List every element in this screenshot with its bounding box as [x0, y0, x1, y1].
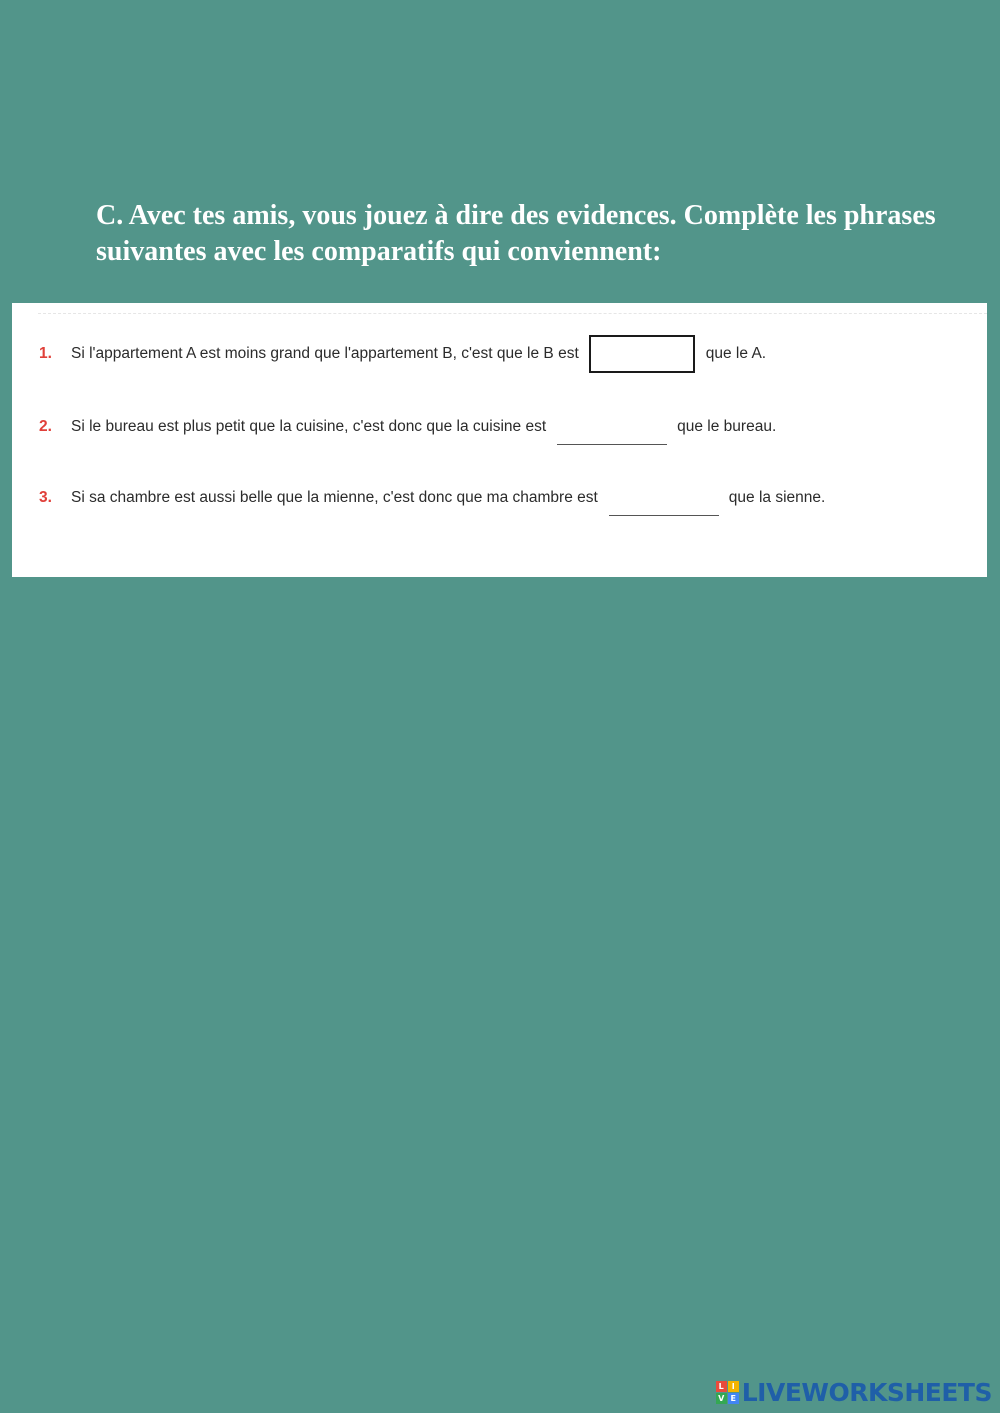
answer-input-2[interactable]: [557, 423, 667, 445]
logo-text: LIVEWORKSHEETS: [741, 1378, 992, 1407]
question-text-before: Si le bureau est plus petit que la cuisine, c'est donc que la cuisine est: [71, 418, 547, 435]
question-text-before: Si l'appartement A est moins grand que l'appartement B, c'est que le B est: [71, 345, 579, 362]
liveworksheets-logo: [716, 1378, 992, 1407]
panel-divider: [38, 313, 987, 314]
logo-mark-icon: L I V E: [716, 1381, 739, 1404]
question-text-before: Si sa chambre est aussi belle que la mienne, c'est donc que ma chambre est: [71, 489, 598, 506]
question-text-after: que le A.: [705, 345, 767, 362]
question-number: 3.: [39, 489, 52, 506]
exercise-panel: [12, 303, 987, 577]
question-text-after: que le bureau.: [677, 418, 777, 435]
answer-input-3[interactable]: [609, 494, 719, 516]
answer-input-1[interactable]: [589, 335, 695, 373]
question-number: 1.: [39, 345, 52, 362]
question-text-after: que la sienne.: [728, 489, 826, 506]
instruction-text: C. Avec tes amis, vous jouez à dire des evidences. Complète les phrases suivantes avec les comparatifs qui conviennent:: [96, 200, 936, 267]
question-1: [39, 334, 766, 374]
question-3: [39, 478, 825, 518]
question-number: 2.: [39, 418, 52, 435]
question-2: [39, 407, 776, 447]
